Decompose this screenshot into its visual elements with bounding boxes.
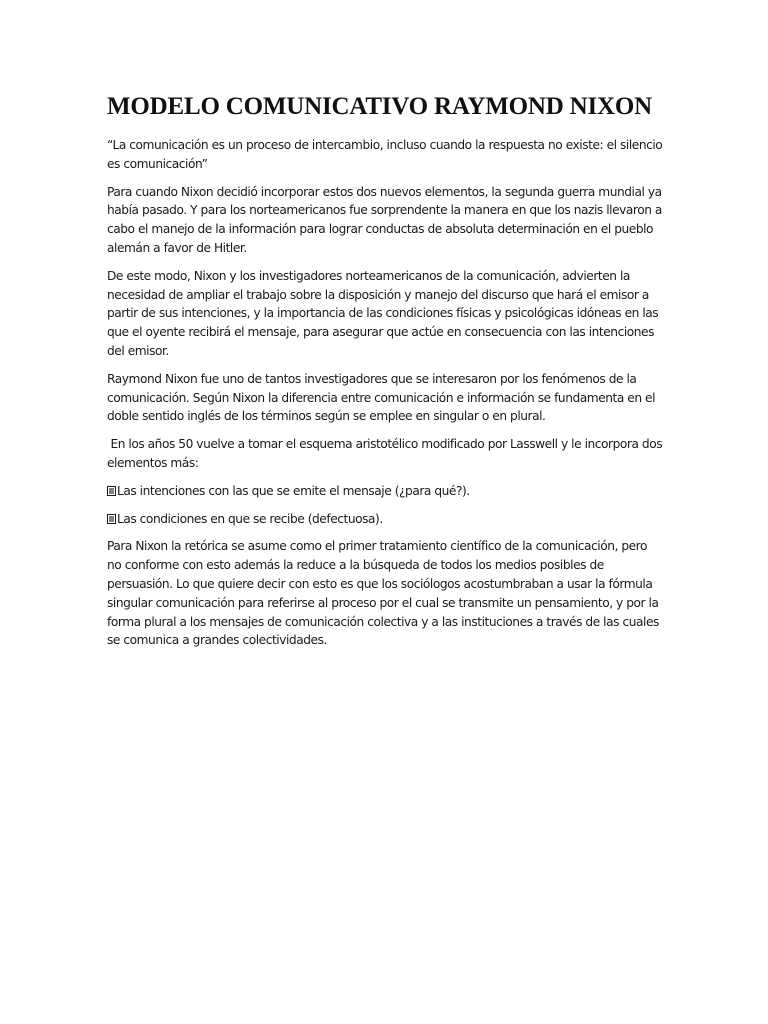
paragraph-fifties: En los años 50 vuelve a tomar el esquema aristotélico modificado por Lasswell y le incorpora dos elementos más:: [107, 437, 666, 470]
bullet-box-icon: [107, 486, 116, 496]
paragraph-closing: Para Nixon la retórica se asume como el primer tratamiento científico de la comunicación, pero no conforme con esto además la reduce a la búsqueda de todos los medios posibles de persuasión. Lo que quiere decir con esto es que los sociólogos acostumbraban a usar la fórmula singular comunicación para referirse al proceso por el cual se transmite un pensamiento, y por la forma plural a los mensajes de comunicación colectiva y a las instituciones a través de las cuales se comunica a grandes colectividades.: [107, 539, 659, 648]
paragraph-definition: Raymond Nixon fue uno de tantos investigadores que se interesaron por los fenómenos de la comunicación. Según Nixon la diferencia entre comunicación e información se fundamenta en el doble sentido inglés de los términos según se emplee en singular o en plural.: [107, 371, 656, 424]
bullet-item-conditions: [107, 510, 663, 529]
bullet-text: Las condiciones en que se recibe (defectuosa).: [117, 511, 383, 526]
bullet-box-icon: [107, 514, 116, 524]
document-body: [107, 92, 666, 659]
document-title: MODELO COMUNICATIVO RAYMOND NIXON: [107, 93, 652, 120]
opening-quote: “La comunicación es un proceso de intercambio, incluso cuando la respuesta no existe: el silencio es comunicación”: [107, 138, 663, 171]
bullet-item-intentions: [107, 482, 663, 501]
paragraph-history: Para cuando Nixon decidió incorporar estos dos nuevos elementos, la segunda guerra mundial ya había pasado. Y para los norteamericanos fue sorprendente la manera en que los nazis llevaron a cabo el manejo de la información para lograr conductas de absoluta determinación en el pueblo alemán a favor de Hitler.: [107, 184, 662, 255]
bullet-text: Las intenciones con las que se emite el mensaje (¿para qué?).: [117, 483, 470, 498]
paragraph-researchers: De este modo, Nixon y los investigadores norteamericanos de la comunicación, advierten la necesidad de ampliar el trabajo sobre la disposición y manejo del discurso que hará el emisor a partir de sus intenciones, y la importancia de las condiciones físicas y psicológicas idóneas en las que el oyente recibirá el mensaje, para asegurar que actúe en consecuencia con las intenciones del emisor.: [107, 268, 659, 358]
